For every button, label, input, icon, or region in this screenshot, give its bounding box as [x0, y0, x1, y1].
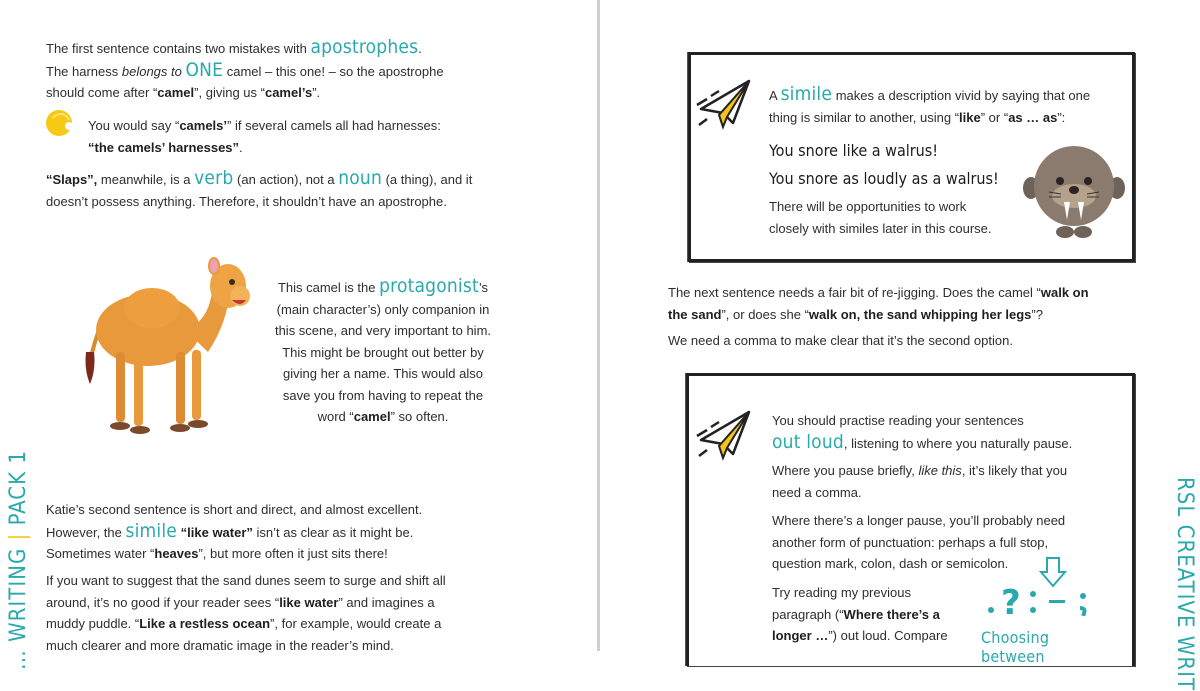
comma-paragraph: We need a comma to make clear that it’s the second option.: [668, 333, 1013, 348]
out-loud-intro: [772, 410, 1132, 454]
bold-text: like water: [279, 594, 339, 610]
bold-text: “like water”: [177, 524, 253, 540]
paper-plane-icon: [693, 75, 753, 135]
text: ”, but more often it just sits there!: [198, 546, 388, 561]
bold-text: camel: [157, 85, 195, 100]
text: .: [418, 41, 422, 56]
text: (a thing), and it: [381, 172, 473, 187]
text: (an action), not a: [233, 172, 339, 187]
tip-paragraph: [88, 115, 508, 158]
camel-caption: [258, 276, 508, 428]
spine-text: … WRITING: [6, 547, 31, 670]
italic-text: belongs to: [121, 63, 182, 79]
text: , listening to where you naturally pause.: [843, 435, 1073, 451]
bold-text: walk on, the sand whipping her legs: [808, 306, 1032, 322]
try-reading-paragraph: [772, 582, 982, 647]
text: Katie’s second sentence is short and direct, and almost excellent.: [46, 502, 423, 517]
text: .: [239, 139, 243, 155]
bold-text: walk on: [1040, 285, 1089, 300]
keyword-one: ONE: [185, 58, 224, 81]
text: save you from having to repeat the: [282, 387, 484, 403]
bold-text: longer …: [772, 628, 829, 643]
text: A: [769, 88, 781, 103]
right-spine-title: [1172, 477, 1197, 691]
text: ” and imagines a: [338, 594, 435, 610]
punctuation-graphic: [979, 556, 1109, 666]
bold-text: “Slaps”,: [46, 172, 98, 187]
text: If you want to suggest that the sand dunes seem to surge and shift all: [46, 573, 446, 588]
italic-text: like this: [918, 463, 962, 478]
bold-text: Where there’s a: [843, 606, 940, 622]
keyword-verb: verb: [194, 167, 234, 189]
page-gutter: [597, 0, 600, 651]
text: another form of punctuation: perhaps a full stop,: [772, 534, 1049, 550]
text: should come after “: [46, 85, 158, 100]
text: This camel is the: [277, 280, 380, 295]
bold-text: camel’s: [264, 85, 313, 100]
text: (main character’s) only companion in: [276, 301, 490, 317]
text: ”.: [312, 85, 321, 100]
text: Try reading my previous: [772, 585, 911, 600]
text: closely with similes later in this course.: [769, 220, 992, 236]
text: ”, or does she “: [721, 306, 809, 322]
camel-illustration: [80, 252, 255, 442]
rejigging-paragraph: [668, 282, 1148, 325]
keyword-noun: noun: [338, 167, 382, 189]
text: You should practise reading your sentences: [772, 413, 1024, 428]
bold-text: the sand: [668, 306, 722, 322]
apostrophe-paragraph: [46, 37, 516, 104]
simile-examples: [769, 137, 999, 193]
bold-text: camels’: [179, 118, 228, 133]
text: paragraph (“: [772, 606, 844, 622]
text: camel – this one! – so the apostrophe: [223, 63, 444, 79]
text: muddy puddle. “: [46, 616, 140, 631]
text: isn’t as clear as it might be.: [252, 524, 414, 540]
text: The next sentence needs a fair bit of re-jigging. Does the camel “: [668, 285, 1041, 300]
example-line: You snore like a walrus!: [769, 141, 939, 160]
example-line: You snore as loudly as a walrus!: [769, 169, 999, 188]
text: The first sentence contains two mistakes with: [46, 41, 311, 56]
text: However, the: [46, 524, 126, 540]
right-page: [601, 0, 1200, 691]
text: thing is similar to another, using “: [769, 109, 960, 125]
keyword-simile: simile: [780, 83, 833, 105]
bold-text: as … as: [1008, 109, 1058, 125]
text: , it’s likely that you: [961, 463, 1068, 478]
left-page: [0, 0, 598, 670]
text: ” so often.: [390, 409, 449, 424]
down-arrow-icon: [979, 556, 1109, 616]
bold-text: heaves: [154, 546, 199, 561]
spine-text: PACK 1: [6, 450, 31, 526]
text: meanwhile, is a: [97, 172, 195, 187]
text: need a comma.: [772, 484, 862, 500]
bold-text: like: [959, 109, 981, 125]
text: Where you pause briefly,: [772, 463, 919, 478]
text: ”) out loud. Compare: [828, 628, 948, 643]
slaps-paragraph: [46, 168, 516, 212]
left-spine-title: [6, 450, 31, 670]
walrus-illustration: [1021, 146, 1127, 242]
text: Sometimes water “: [46, 546, 155, 561]
text: ”?: [1031, 306, 1043, 322]
text: This might be brought out better by: [282, 344, 484, 360]
graphic-label: Choosing between: [981, 628, 1050, 666]
text: There will be opportunities to work: [769, 199, 967, 214]
keyword-protagonist: protagonist: [379, 275, 479, 297]
text: The harness: [46, 63, 122, 79]
svg-text:?: ?: [1001, 583, 1021, 616]
bold-text: “the camels’ harnesses”: [88, 139, 240, 155]
keyword-apostrophes: apostrophes: [310, 36, 419, 58]
text: ” if several camels all had harnesses:: [227, 118, 441, 133]
text: ” or “: [980, 109, 1009, 125]
brief-pause-paragraph: [772, 460, 1132, 503]
bold-text: Like a restless ocean: [139, 616, 271, 631]
keyword-simile: simile: [125, 519, 178, 542]
simile-definition: [769, 84, 1129, 128]
simile-paragraph: [46, 499, 516, 565]
text: giving her a name. This would also: [283, 366, 483, 381]
keyword-out-loud: out loud: [772, 430, 844, 453]
bold-text: camel: [353, 409, 391, 424]
text: ’s: [478, 280, 489, 295]
text: doesn’t possess anything. Therefore, it shouldn’t have an apostrophe.: [46, 193, 447, 209]
sun-bullet-icon: [45, 108, 75, 138]
text: word “: [317, 409, 354, 424]
text: You would say “: [88, 118, 180, 133]
text: ”, giving us “: [194, 85, 265, 100]
text: ”, for example, would create a: [270, 616, 442, 631]
restless-ocean-paragraph: [46, 570, 526, 656]
text: much clearer and more dramatic image in the reader’s mind.: [46, 637, 394, 653]
text: question mark, colon, dash or semicolon.: [772, 556, 1009, 571]
text: this scene, and very important to him.: [274, 323, 492, 338]
text: makes a description vivid by saying that one: [832, 88, 1091, 103]
paper-plane-icon: [693, 406, 753, 466]
text: Where there’s a longer pause, you’ll probably need: [772, 513, 1066, 528]
spine-separator: |: [6, 532, 31, 541]
text: around, it’s no good if your reader sees “: [46, 594, 280, 610]
spine-text: RSL CREATIVE WRIT: [1172, 477, 1197, 691]
text: ”:: [1057, 109, 1066, 125]
